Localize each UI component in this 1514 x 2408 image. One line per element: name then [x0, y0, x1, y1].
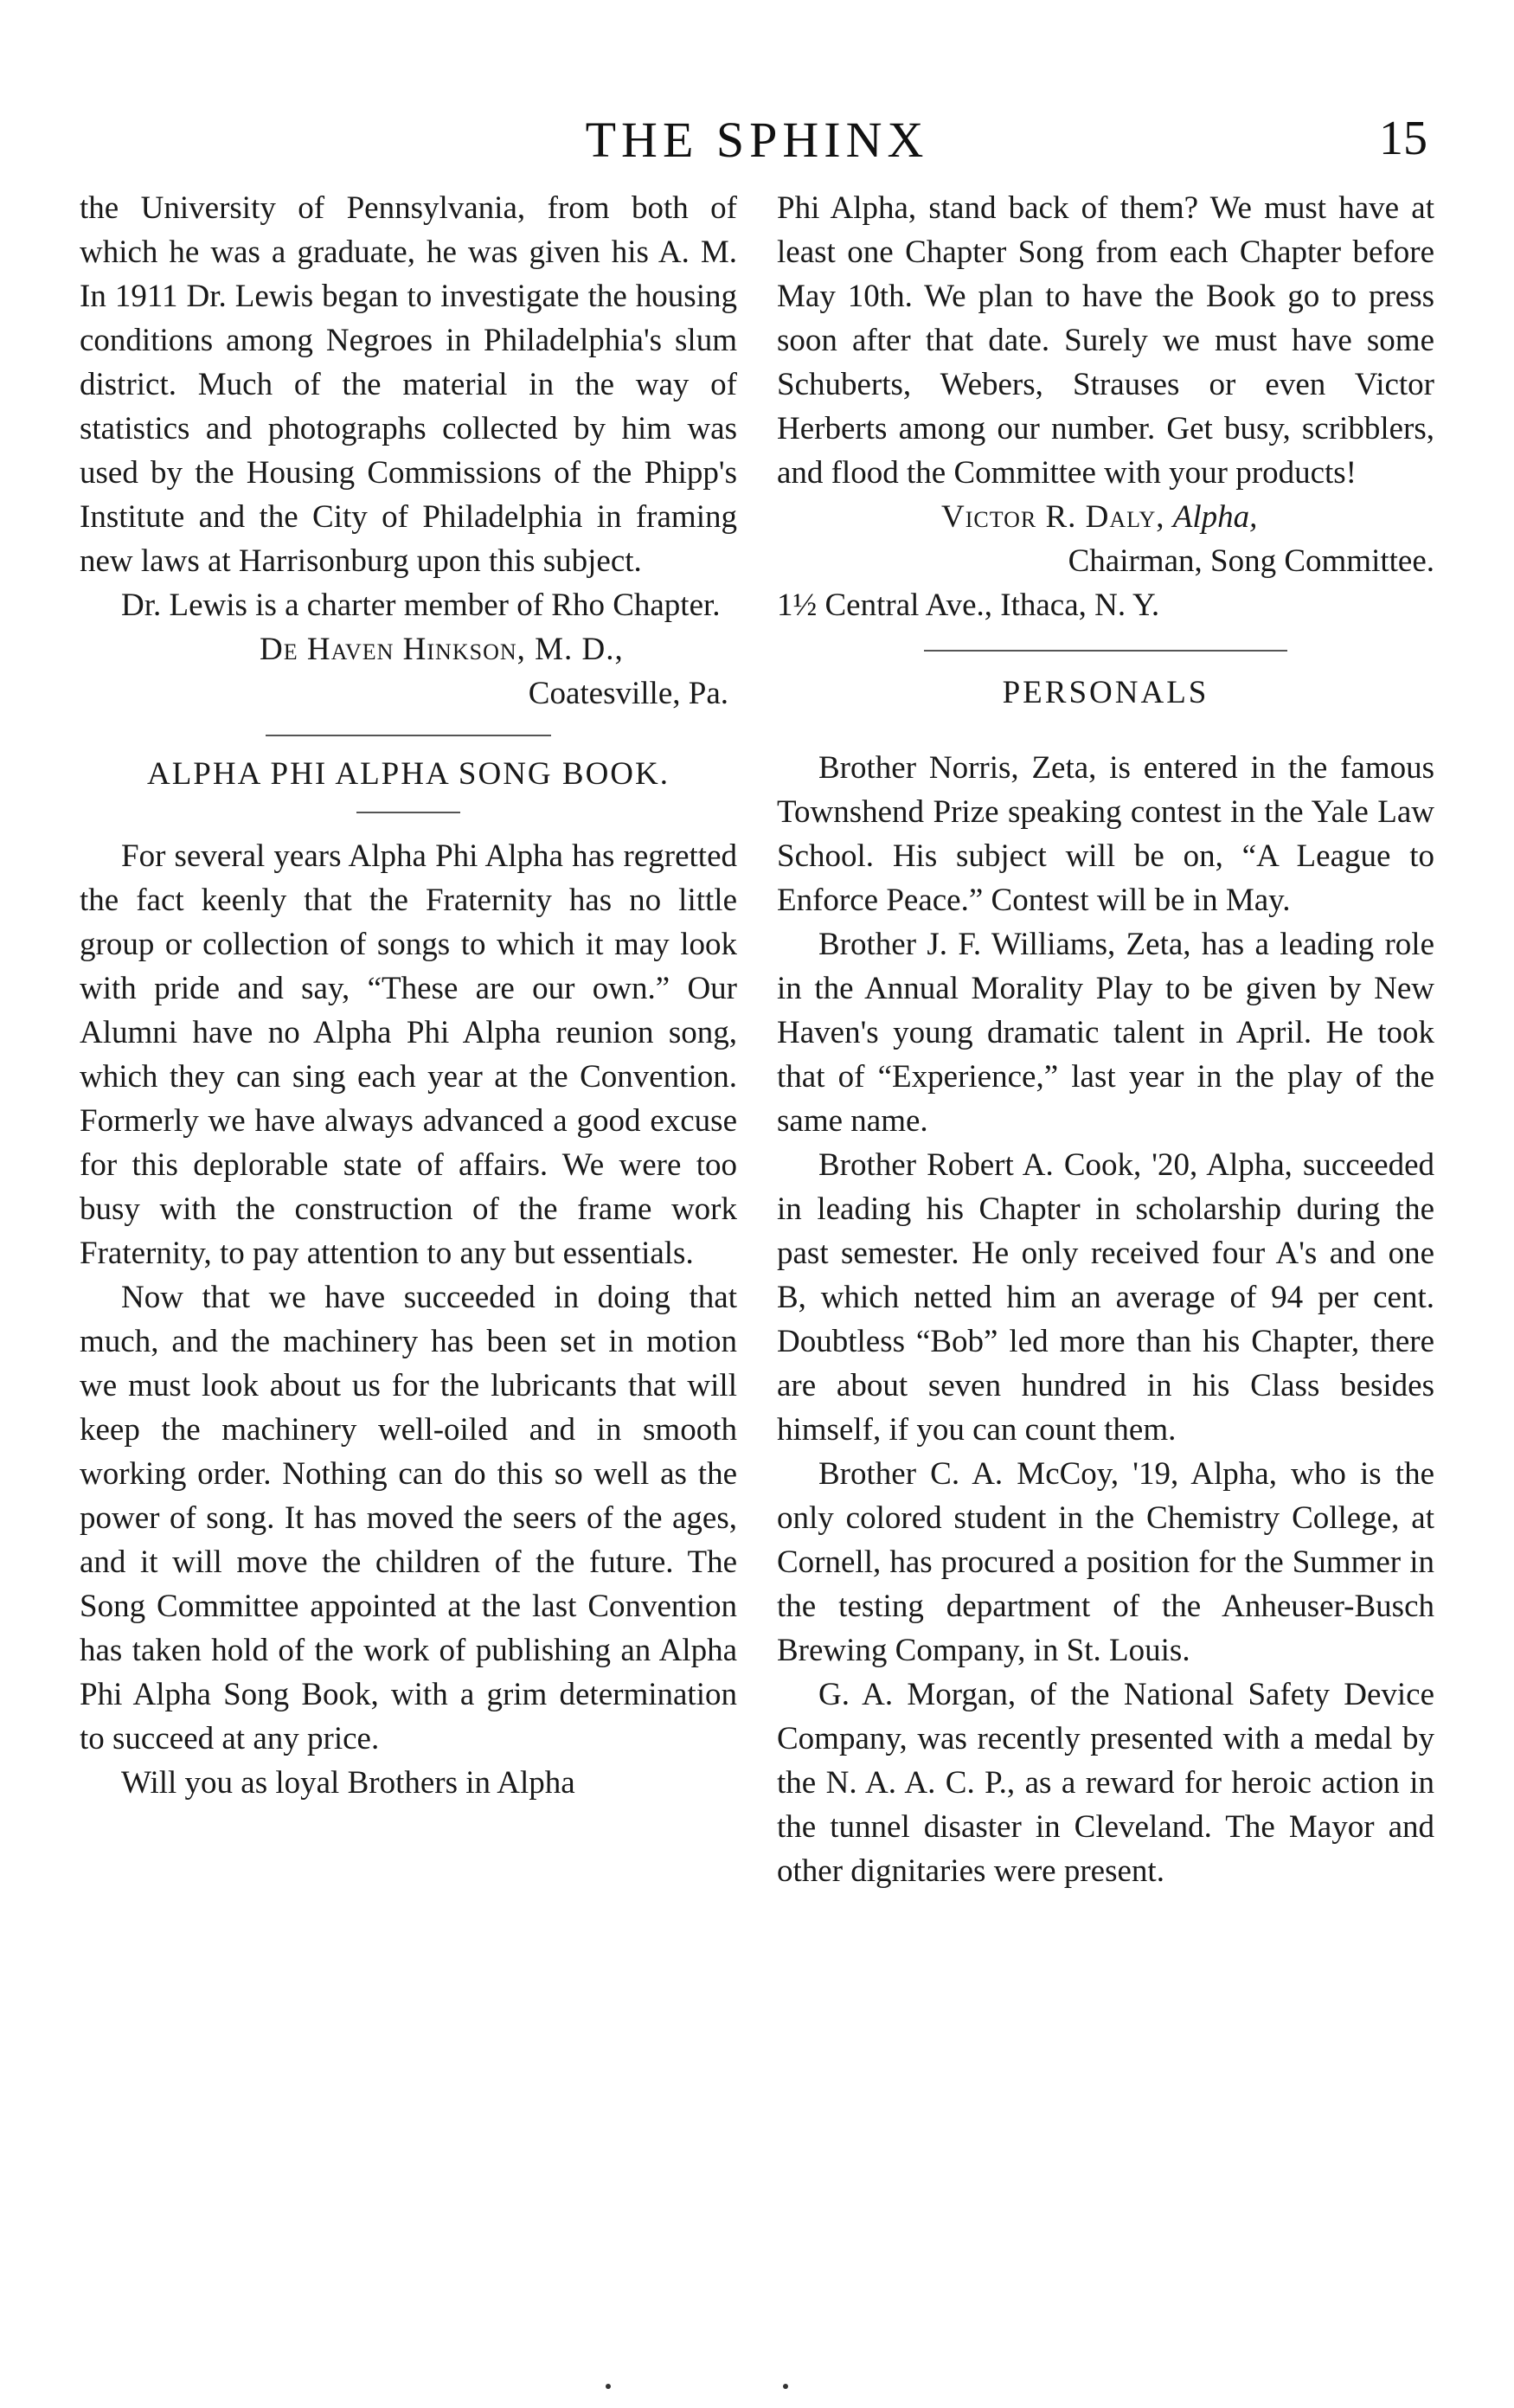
running-head: [87, 111, 1427, 171]
personal-williams: Brother J. F. Williams, Zeta, has a leading role in the Annual Morality Play to be given by New Haven's young dramatic talent in April. He took that of “Experience,” last year in the play of the same name.: [777, 927, 1434, 1139]
left-column: [80, 186, 737, 1805]
scan-speck: [606, 2384, 611, 2389]
lewis-bio-paragraph: the University of Pennsylvania, from both of which he was a graduate, he was given his A. M. In 1911 Dr. Lewis began to investigate the housing conditions among Negroes in Philadelphia's slum district. Much of the material in the way of statistics and photographs collected by him was used by the Housing Commissions of the Phipp's Institute and the City of Philadelphia in framing new laws at Harrisonburg upon this subject.: [80, 190, 737, 579]
personal-norris: Brother Norris, Zeta, is entered in the famous Townshend Prize speaking contest in the Yale Law School. His subject will be on, “A League to Enforce Peace.” Contest will be in May.: [777, 750, 1434, 918]
daly-signature-address: 1½ Central Ave., Ithaca, N. Y.: [777, 588, 1160, 623]
section-divider: [924, 650, 1287, 652]
personal-morgan: G. A. Morgan, of the National Safety Device Company, was recently presented with a medal by the N. A. A. C. P., as a reward for heroic action in the tunnel disaster in Cleveland. The Mayor and other dignitaries were present.: [777, 1677, 1434, 1889]
journal-title: THE SPHINX: [585, 112, 929, 168]
charter-member-paragraph: Dr. Lewis is a charter member of Rho Chapter.: [121, 588, 721, 623]
personal-cook: Brother Robert A. Cook, '20, Alpha, succeeded in leading his Chapter in scholarship during the past semester. He only received four A's and one B, which netted him an average of 94 per cent. Doubtless “Bob” led more than his Chapter, there are about seven hundred in his Class besides himself, if you can count them.: [777, 1147, 1434, 1448]
scan-speck: [783, 2384, 788, 2389]
right-column: [777, 186, 1434, 1893]
hinkson-signature-place: Coatesville, Pa.: [528, 676, 728, 711]
personals-heading: PERSONALS: [1002, 675, 1209, 710]
daly-chapter: Alpha,: [1172, 499, 1258, 535]
daly-signature-name: Victor R. Daly, Alpha,: [941, 499, 1258, 535]
daly-signature-title: Chairman, Song Committee.: [1068, 543, 1434, 579]
song-book-paragraph-3: Will you as loyal Brothers in Alpha: [121, 1765, 575, 1801]
section-divider: [266, 735, 551, 736]
personal-mccoy: Brother C. A. McCoy, '19, Alpha, who is the only colored student in the Chemistry College, at Cornell, has procured a position for the Summer in the testing department of the Anheuser-Busch Brewing Company, in St. Louis.: [777, 1456, 1434, 1668]
heading-divider: [356, 812, 460, 813]
song-book-paragraph-2: Now that we have succeeded in doing that much, and the machinery has been set in motion we must look about us for the lubricants that will keep the machinery well-oiled and in smooth working order. Nothing can do this so well as the power of song. It has moved the seers of the ages, and it will move the children of the future. The Song Committee appointed at the last Convention has taken hold of the work of publishing an Alpha Phi Alpha Song Book, with a grim determination to succeed at any price.: [80, 1280, 737, 1756]
page-number: 15: [1379, 112, 1427, 165]
song-book-continued-paragraph: Phi Alpha, stand back of them? We must have at least one Chapter Song from each Chapter before May 10th. We plan to have the Book go to press soon after that date. Surely we must have some Schuberts, Webers, Strauses or even Victor Herberts among our number. Get busy, scribblers, and flood the Committee with your products!: [777, 190, 1434, 491]
song-book-heading: ALPHA PHI ALPHA SONG BOOK.: [146, 756, 670, 792]
scan-specks: [0, 2384, 1514, 2392]
hinkson-signature-name: De Haven Hinkson, M. D.,: [260, 632, 624, 667]
song-book-paragraph-1: For several years Alpha Phi Alpha has regretted the fact keenly that the Fraternity has no little group or collection of songs to which it may look with pride and say, “These are our own.” Our Alumni have no Alpha Phi Alpha reunion song, which they can sing each year at the Convention. Formerly we have always advanced a good excuse for this deplorable state of affairs. We were too busy with the construction of the frame work Fraternity, to pay attention to any but essentials.: [80, 838, 737, 1271]
